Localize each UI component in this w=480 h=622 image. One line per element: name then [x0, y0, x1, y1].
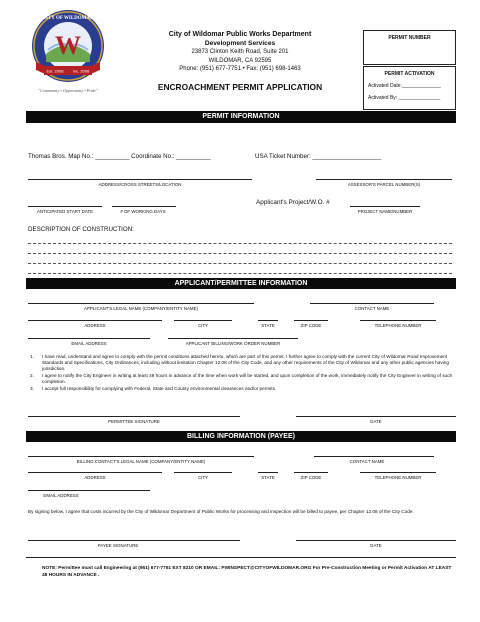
- billing-zip-field[interactable]: [294, 472, 328, 473]
- billing-state-field[interactable]: [258, 472, 278, 473]
- activated-by-field[interactable]: Activated By: _______________: [368, 95, 441, 101]
- billing-legal-name-label: BILLING CONTACT'S LEGAL NAME (COMPANY/ENTITY NAME): [76, 459, 206, 464]
- description-line[interactable]: [28, 263, 452, 264]
- billing-zip-label: ZIP CODE: [300, 475, 322, 480]
- payee-date-field[interactable]: [296, 540, 456, 541]
- term-item: 1. I have read, understand and agree to comply with the permit conditions attached hereto, which are part of this permit. I further agree to comply with the current City of Wildomar Road Improvement Standards and Specifications, City Ordinances, including without limitation Chapter 12.08 of the City Code, and any other requirements of the City of Wildomar and any other public agencies having jurisdiction.: [30, 354, 449, 371]
- applicant-email-label: EMAIL ADDRESS: [71, 341, 107, 346]
- phone-fax: Phone: (951) 677-7751 • Fax: (951) 698-1463: [179, 66, 301, 72]
- permit-terms: [28, 354, 454, 392]
- usa-ticket-line[interactable]: USA Ticket Number: ____________________: [255, 153, 382, 160]
- permittee-signature-field[interactable]: [28, 416, 240, 417]
- applicant-billing-wo-field[interactable]: [168, 338, 298, 339]
- address-line-1: 23873 Clinton Keith Road, Suite 201: [191, 49, 289, 55]
- address-field[interactable]: [28, 179, 252, 180]
- applicant-legal-name-field[interactable]: [28, 303, 254, 304]
- applicant-phone-field[interactable]: [360, 320, 436, 321]
- applicant-contact-label: CONTACT NAME: [354, 306, 390, 311]
- billing-phone-label: TELEPHONE NUMBER: [374, 475, 422, 480]
- city-seal-icon: [30, 6, 106, 98]
- billing-contact-field[interactable]: [314, 456, 434, 457]
- billing-statement: By signing below, I agree that costs incurred by the City of Wildomar Department of Public Works for processing and inspection will be billed to payee, per Chapter 12.08 of the City Code.: [28, 509, 414, 514]
- division-name: Development Services: [204, 40, 276, 47]
- working-days-label: # OF WORKING DAYS: [120, 209, 166, 214]
- billing-city-field[interactable]: [174, 472, 232, 473]
- svg-text:W: W: [55, 31, 81, 60]
- applicant-zip-field[interactable]: [294, 320, 328, 321]
- applicant-heading: APPLICANT/PERMITTEE INFORMATION: [26, 278, 456, 289]
- footer-note: NOTE: Permittee must call Engineering at (951) 677-7751 EXT 8210 OR EMAIL: PWINSPECT@CITYOFWILDOMAR.ORG For Pre-Construction Meeting or Permit Activation AT LEAST 48 HOURS IN ADVANCE .: [42, 566, 452, 578]
- applicant-address-field[interactable]: [28, 320, 162, 321]
- billing-email-field[interactable]: [28, 490, 150, 491]
- permittee-date-field[interactable]: [296, 416, 456, 417]
- description-line[interactable]: [28, 273, 452, 274]
- billing-legal-name-field[interactable]: [28, 456, 254, 457]
- payee-signature-field[interactable]: [28, 540, 240, 541]
- start-date-label: ANTICIPATED START DATE: [36, 209, 94, 214]
- permit-number-box[interactable]: [363, 30, 456, 65]
- billing-phone-field[interactable]: [360, 472, 436, 473]
- parcel-label: ASSESSOR'S PARCEL NUMBER(S): [347, 182, 421, 187]
- start-date-field[interactable]: [28, 206, 102, 207]
- applicant-city-field[interactable]: [174, 320, 232, 321]
- billing-contact-label: CONTACT NAME: [349, 459, 385, 464]
- header-block: [140, 30, 340, 93]
- permit-activation-box: [363, 66, 456, 110]
- address-label: ADDRESS/CROSS STREETS/LOCATION: [98, 182, 182, 187]
- permit-number-label: PERMIT NUMBER: [388, 35, 431, 41]
- permittee-signature-label: PERMITTEE SIGNATURE: [108, 419, 160, 424]
- payee-date-label: DATE: [370, 543, 382, 548]
- working-days-field[interactable]: [112, 206, 176, 207]
- applicant-email-field[interactable]: [28, 338, 150, 339]
- applicant-address-label: ADDRESS: [84, 323, 106, 328]
- billing-address-field[interactable]: [28, 472, 162, 473]
- term-item: 2. I agree to notify the City Engineer in writing at least 48 hours in advance of the time when work will be started, and upon completion of the work, immediately notify the City Engineer in writing of such completion.: [30, 373, 453, 384]
- city-seal: [30, 6, 106, 98]
- seal-left-year: Est. 2008: [46, 68, 64, 74]
- project-line: Applicant's Project/W.O. #: [256, 199, 330, 206]
- description-label: DESCRIPTION OF CONSTRUCTION:: [28, 226, 134, 233]
- applicant-phone-label: TELEPHONE NUMBER: [374, 323, 422, 328]
- permittee-date-label: DATE: [370, 419, 382, 424]
- seal-title: CITY OF WILDOMAR: [42, 16, 94, 21]
- activated-date-field[interactable]: Activated Date:______________: [368, 83, 441, 89]
- footer-rule: [26, 557, 456, 558]
- billing-city-label: CITY: [197, 475, 208, 480]
- description-line[interactable]: [28, 253, 452, 254]
- applicant-billing-wo-label: APPLICANT BILLING/WORK ORDER NUMBER: [185, 341, 281, 346]
- permit-activation-label: PERMIT ACTIVATION: [384, 71, 435, 77]
- billing-address-label: ADDRESS: [84, 475, 106, 480]
- term-item: 3. I accept full responsibility for complying with Federal, State and County environmental clearances and/or permits.: [30, 386, 277, 391]
- dept-name: City of Wildomar Public Works Department: [168, 31, 312, 38]
- applicant-city-label: CITY: [197, 323, 208, 328]
- applicant-state-label: STATE: [261, 323, 275, 328]
- applicant-zip-label: ZIP CODE: [300, 323, 322, 328]
- map-coordinate-line[interactable]: Thomas Bros. Map No.: __________ Coordinate No.: __________: [28, 153, 211, 160]
- seal-right-year: Inc. 2008: [72, 68, 90, 74]
- applicant-state-field[interactable]: [258, 320, 278, 321]
- billing-state-label: STATE: [261, 475, 275, 480]
- project-label: PROJECT NAME/NUMBER: [357, 209, 413, 214]
- description-line[interactable]: [28, 243, 452, 244]
- billing-heading: BILLING INFORMATION (PAYEE): [26, 431, 456, 442]
- permit-info-heading: PERMIT INFORMATION: [26, 111, 456, 123]
- billing-email-label: EMAIL ADDRESS: [43, 493, 79, 498]
- seal-motto: "Community • Opportunity • Pride": [38, 88, 98, 93]
- page-title: ENCROACHMENT PERMIT APPLICATION: [157, 81, 323, 92]
- applicant-legal-name-label: APPLICANT'S LEGAL NAME (COMPANY/ENTITY NAME): [84, 306, 198, 311]
- payee-signature-label: PAYEE SIGNATURE: [97, 543, 139, 548]
- project-field[interactable]: [350, 206, 420, 207]
- address-line-2: WILDOMAR, CA 92595: [208, 57, 272, 64]
- parcel-field[interactable]: [316, 179, 452, 180]
- applicant-contact-field[interactable]: [310, 303, 434, 304]
